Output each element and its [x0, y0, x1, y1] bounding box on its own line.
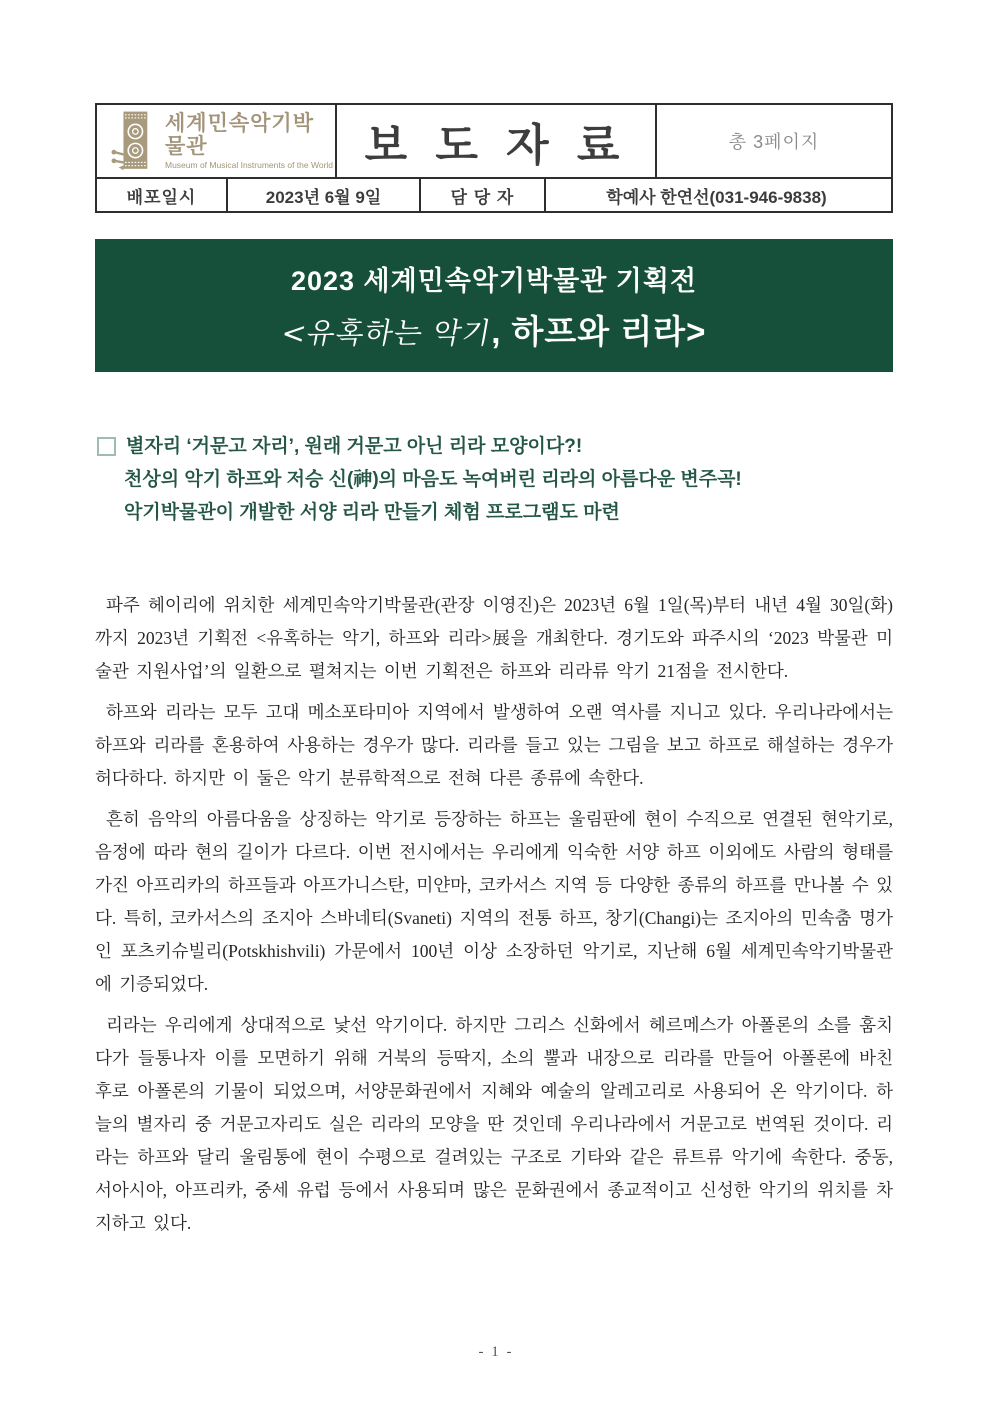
summary-line-3: 악기박물관이 개발한 서양 리라 만들기 체험 프로그램도 마련 [124, 502, 620, 523]
museum-logo [109, 110, 335, 172]
total-pages-cell [655, 105, 891, 177]
header-row-top [97, 105, 891, 177]
body-paragraph-3: 흔히 음악의 아름다움을 상징하는 악기로 등장하는 하프는 울림판에 현이 수직으로 연결된 현악기로, 음정에 따라 현의 길이가 다르다. 이번 전시에서는 우리에게 익숙한 서양 하프 이외에도 사람의 형태를 가진 아프리카의 하프들과 아프가니스탄, 미얀마, 코카서스 지역 등 다양한 종류의 하프를 만나볼 수 있다. 특히, 코카서스의 조지아 스바네티(Svaneti) 지역의 전통 하프, 창기(Changi)는 조지아의 민속춤 명가인 포츠키슈빌리(Potskhishvili) 가문에서 100년 이상 소장하던 악기로, 지난해 6월 세계민속악기박물관에 기증되었다. [95, 809, 893, 994]
logo-text-block [165, 112, 335, 170]
body-paragraph-1: 파주 헤이리에 위치한 세계민속악기박물관(관장 이영진)은 2023년 6월 1일(목)부터 내년 4월 30일(화)까지 2023년 기획전 <유혹하는 악기, 하프와 리라>展을 개최한다. 경기도와 파주시의 ‘2023 박물관 미술관 지원사업’의 일환으로 펼쳐지는 이번 기획전은 하프와 리라류 악기 21점을 전시한다. [95, 595, 893, 681]
logo-title-korean: 세계민속악기박물관 [165, 111, 315, 158]
release-date-value-cell [226, 179, 419, 211]
page-number: - 1 - [478, 1344, 514, 1360]
manager-contact: 학예사 한연선(031-946-9838) [606, 187, 827, 207]
header-row-bottom [97, 177, 891, 211]
summary-headline: 별자리 ‘거문고 자리’, 원래 거문고 아닌 리라 모양이다?! [126, 436, 583, 457]
manager-label: 담 당 자 [450, 187, 515, 207]
summary-block [95, 430, 893, 529]
total-pages-label: 총 3페이지 [728, 132, 820, 152]
exhibition-title-script-part: <유혹하는 악기 [278, 315, 494, 350]
exhibition-banner [95, 239, 893, 372]
manager-label-cell [419, 179, 544, 211]
instrument-logo-icon [109, 110, 157, 172]
release-date-label-cell [97, 179, 226, 211]
release-date-value: 2023년 6월 9일 [265, 187, 382, 207]
manager-value-cell [544, 179, 887, 211]
body-paragraph-2: 하프와 리라는 모두 고대 메소포타미아 지역에서 발생하여 오랜 역사를 지니고 있다. 우리나라에서는 하프와 리라를 혼용하여 사용하는 경우가 많다. 리라를 들고 있는 그림을 보고 하프로 해설하는 경우가 허다하다. 하지만 이 둘은 악기 분류학적으로 전혀 다른 종류에 속한다. [95, 702, 893, 788]
header-table [95, 103, 893, 213]
logo-cell [97, 105, 335, 177]
exhibition-title-bold-part: , 하프와 리라> [491, 312, 707, 350]
release-date-label: 배포일시 [126, 187, 197, 207]
summary-line-2: 천상의 악기 하프와 저승 신(神)의 마음도 녹여버린 리라의 아름다운 변주곡! [124, 469, 742, 490]
article-body [95, 589, 893, 1240]
checkbox-icon [97, 437, 116, 456]
body-paragraph-4: 리라는 우리에게 상대적으로 낯선 악기이다. 하지만 그리스 신화에서 헤르메스가 아폴론의 소를 훔치다가 들통나자 이를 모면하기 위해 거북의 등딱지, 소의 뿔과 내장으로 리라를 만들어 아폴론에 바친 후로 아폴론의 기물이 되었으며, 서양문화권에서 지혜와 예술의 알레고리로 사용되어 온 악기이다. 하늘의 별자리 중 거문고자리도 실은 리라의 모양을 딴 것인데 우리나라에서 거문고로 번역된 것이다. 리라는 하프와 달리 울림통에 현이 수평으로 걸려있는 구조로 기타와 같은 류트류 악기에 속한다. 중동, 서아시아, 아프리카, 중세 유럽 등에서 사용되며 많은 문화권에서 종교적이고 신성한 악기의 위치를 차지하고 있다. [95, 1015, 893, 1233]
exhibition-banner-line1: 2023 세계민속악기박물관 기획전 [290, 265, 698, 296]
page-content [95, 0, 893, 1248]
doc-type-cell [335, 105, 655, 177]
doc-type-title: 보 도 자 료 [364, 121, 628, 170]
summary-line-1 [95, 430, 893, 463]
exhibition-banner-line2 [278, 306, 707, 353]
logo-title-english: Museum of Musical Instruments of the World [165, 160, 334, 171]
